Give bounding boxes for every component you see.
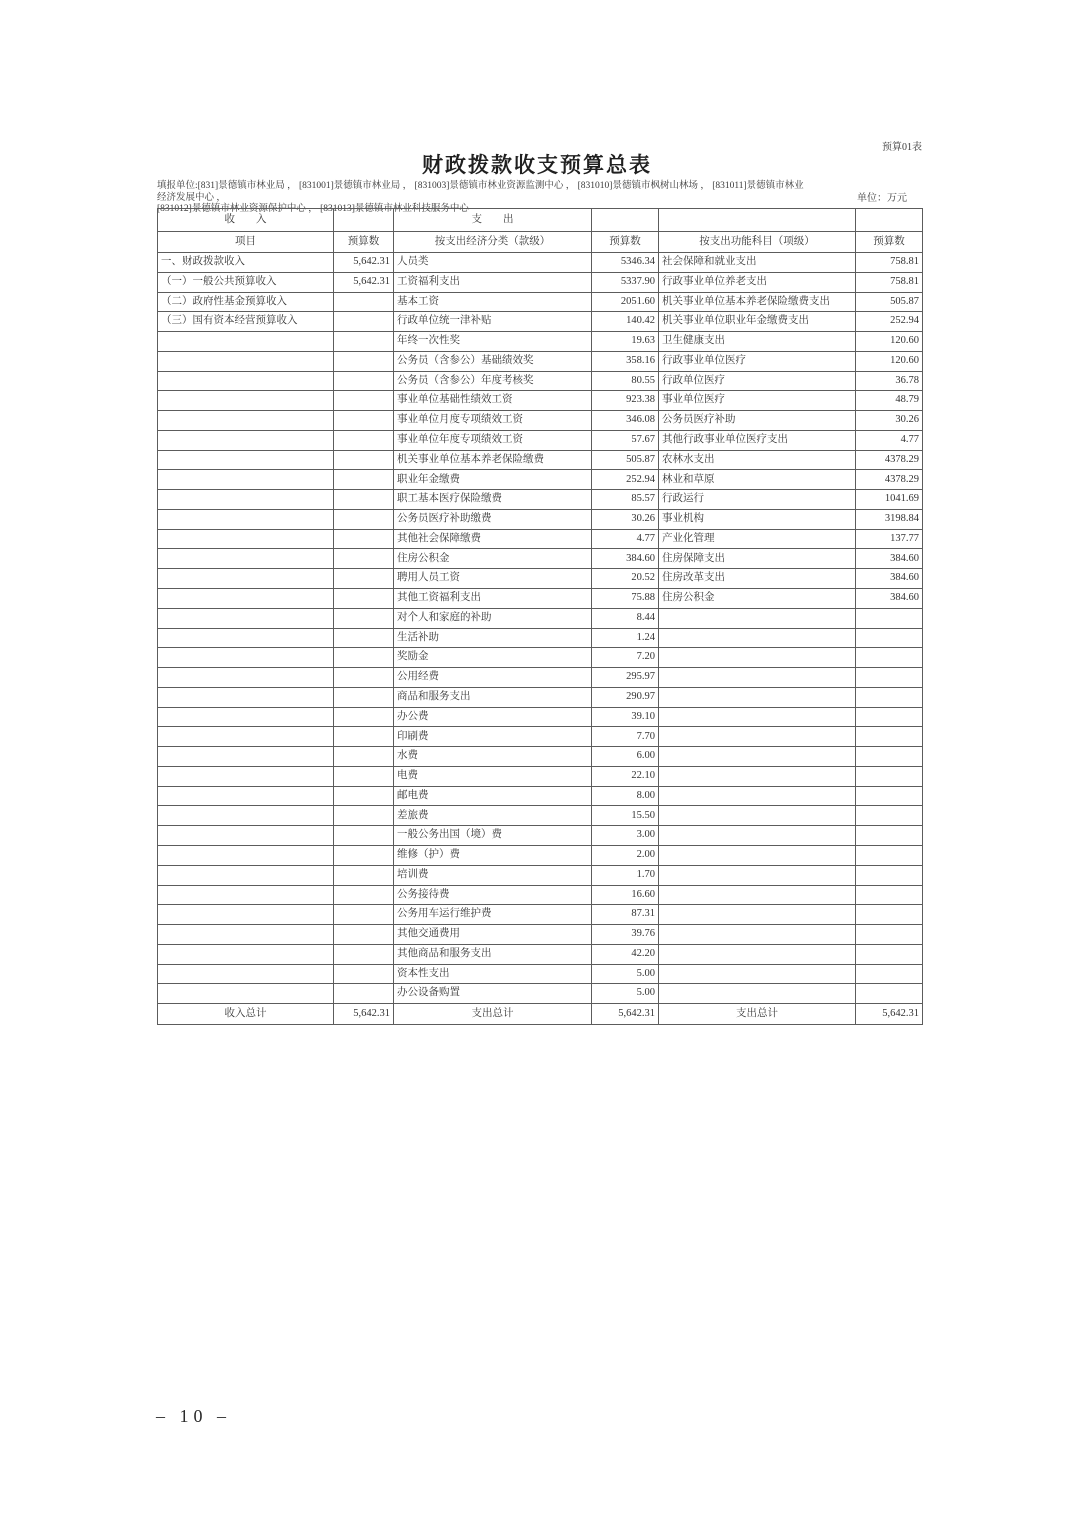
income-item-value <box>334 747 394 767</box>
functional-item-label: 住房改革支出 <box>659 569 856 589</box>
economic-item-value: 358.16 <box>592 351 659 371</box>
economic-item-value: 39.76 <box>592 925 659 945</box>
economic-item-label: 公务员（含参公）年度考核奖 <box>394 371 592 391</box>
income-item-label <box>158 569 334 589</box>
functional-item-value <box>856 826 923 846</box>
functional-item-label <box>659 944 856 964</box>
functional-item-value: 1041.69 <box>856 490 923 510</box>
functional-item-label: 住房公积金 <box>659 589 856 609</box>
table-row <box>158 391 923 411</box>
functional-item-value <box>856 707 923 727</box>
table-row <box>158 885 923 905</box>
income-item-value <box>334 292 394 312</box>
income-item-label <box>158 351 334 371</box>
income-total-value: 5,642.31 <box>334 1004 394 1025</box>
functional-item-value: 384.60 <box>856 589 923 609</box>
functional-item-label <box>659 885 856 905</box>
economic-item-value: 140.42 <box>592 312 659 332</box>
income-item-label <box>158 964 334 984</box>
functional-item-value <box>856 628 923 648</box>
economic-item-value: 30.26 <box>592 509 659 529</box>
functional-item-value <box>856 905 923 925</box>
functional-item-label: 行政运行 <box>659 490 856 510</box>
income-item-label <box>158 984 334 1004</box>
economic-item-value: 7.20 <box>592 648 659 668</box>
economic-item-label: 奖励金 <box>394 648 592 668</box>
functional-item-value: 758.81 <box>856 272 923 292</box>
income-item-value <box>334 885 394 905</box>
economic-item-label: 其他社会保障缴费 <box>394 529 592 549</box>
functional-item-value: 120.60 <box>856 351 923 371</box>
economic-item-value: 6.00 <box>592 747 659 767</box>
functional-item-value: 120.60 <box>856 332 923 352</box>
table-row <box>158 747 923 767</box>
table-row <box>158 450 923 470</box>
income-item-label <box>158 687 334 707</box>
economic-item-value: 85.57 <box>592 490 659 510</box>
functional-total-label: 支出总计 <box>659 1004 856 1025</box>
functional-item-value: 36.78 <box>856 371 923 391</box>
functional-item-value <box>856 766 923 786</box>
economic-item-label: 人员类 <box>394 253 592 273</box>
economic-item-value: 1.24 <box>592 628 659 648</box>
functional-item-label <box>659 727 856 747</box>
functional-item-label: 林业和草原 <box>659 470 856 490</box>
functional-item-label <box>659 806 856 826</box>
economic-item-value: 384.60 <box>592 549 659 569</box>
functional-item-value <box>856 845 923 865</box>
functional-item-label <box>659 964 856 984</box>
economic-item-value: 75.88 <box>592 589 659 609</box>
income-item-value <box>334 490 394 510</box>
table-row <box>158 253 923 273</box>
functional-item-value: 3198.84 <box>856 509 923 529</box>
economic-item-label: 商品和服务支出 <box>394 687 592 707</box>
economic-item-label: 对个人和家庭的补助 <box>394 608 592 628</box>
economic-item-value: 15.50 <box>592 806 659 826</box>
economic-item-value: 22.10 <box>592 766 659 786</box>
functional-item-value <box>856 806 923 826</box>
income-item-label <box>158 529 334 549</box>
economic-item-value: 346.08 <box>592 411 659 431</box>
economic-item-label: 机关事业单位基本养老保险缴费 <box>394 450 592 470</box>
income-item-label <box>158 727 334 747</box>
economic-item-value: 19.63 <box>592 332 659 352</box>
budget-table-head <box>158 209 923 253</box>
functional-item-value: 4378.29 <box>856 470 923 490</box>
income-item-value <box>334 905 394 925</box>
economic-item-label: 公务员医疗补助缴费 <box>394 509 592 529</box>
table-row <box>158 430 923 450</box>
income-item-label: 一、财政拨款收入 <box>158 253 334 273</box>
functional-item-label: 社会保障和就业支出 <box>659 253 856 273</box>
functional-total-value: 5,642.31 <box>856 1004 923 1025</box>
income-item-label: （三）国有资本经营预算收入 <box>158 312 334 332</box>
income-item-value <box>334 865 394 885</box>
income-item-label <box>158 826 334 846</box>
income-item-label <box>158 450 334 470</box>
economic-item-label: 聘用人员工资 <box>394 569 592 589</box>
table-row <box>158 509 923 529</box>
functional-item-value: 252.94 <box>856 312 923 332</box>
functional-item-value <box>856 925 923 945</box>
table-row <box>158 925 923 945</box>
income-item-label <box>158 707 334 727</box>
table-row <box>158 628 923 648</box>
table-row <box>158 490 923 510</box>
economic-item-value: 42.20 <box>592 944 659 964</box>
table-row <box>158 944 923 964</box>
functional-item-label <box>659 786 856 806</box>
functional-item-value <box>856 668 923 688</box>
income-item-label <box>158 371 334 391</box>
table-row <box>158 865 923 885</box>
economic-item-label: 水费 <box>394 747 592 767</box>
table-row <box>158 292 923 312</box>
functional-item-value: 384.60 <box>856 569 923 589</box>
economic-item-value: 80.55 <box>592 371 659 391</box>
functional-item-value: 48.79 <box>856 391 923 411</box>
functional-item-label: 行政单位医疗 <box>659 371 856 391</box>
table-row <box>158 411 923 431</box>
income-item-label <box>158 885 334 905</box>
income-item-label <box>158 589 334 609</box>
income-item-value <box>334 450 394 470</box>
income-item-value <box>334 569 394 589</box>
functional-item-label: 卫生健康支出 <box>659 332 856 352</box>
functional-item-value <box>856 648 923 668</box>
economic-item-value: 505.87 <box>592 450 659 470</box>
economic-item-label: 生活补助 <box>394 628 592 648</box>
economic-item-label: 办公设备购置 <box>394 984 592 1004</box>
unit-label: 单位：万元 <box>857 193 907 204</box>
budget-table <box>157 208 923 1025</box>
income-total-label: 收入总计 <box>158 1004 334 1025</box>
functional-item-label: 产业化管理 <box>659 529 856 549</box>
functional-item-label: 农林水支出 <box>659 450 856 470</box>
budget-table-body <box>158 253 923 1004</box>
table-row <box>158 905 923 925</box>
income-item-value <box>334 589 394 609</box>
income-item-label <box>158 944 334 964</box>
income-item-label <box>158 470 334 490</box>
functional-item-label: 行政事业单位医疗 <box>659 351 856 371</box>
column-header-budget-3: 预算数 <box>856 232 923 253</box>
economic-item-label: 邮电费 <box>394 786 592 806</box>
economic-item-label: 事业单位月度专项绩效工资 <box>394 411 592 431</box>
income-item-value <box>334 549 394 569</box>
budget-table-foot <box>158 1004 923 1025</box>
economic-item-label: 公用经费 <box>394 668 592 688</box>
expenditure-group-spacer-1 <box>592 209 659 232</box>
income-item-label <box>158 490 334 510</box>
income-item-value <box>334 727 394 747</box>
functional-item-value <box>856 865 923 885</box>
table-row <box>158 608 923 628</box>
column-header-economic: 按支出经济分类（款级） <box>394 232 592 253</box>
economic-item-label: 一般公务出国（境）费 <box>394 826 592 846</box>
economic-item-label: 公务接待费 <box>394 885 592 905</box>
functional-item-value <box>856 608 923 628</box>
income-item-label <box>158 608 334 628</box>
table-row <box>158 332 923 352</box>
functional-item-value <box>856 747 923 767</box>
economic-item-label: 印刷费 <box>394 727 592 747</box>
expenditure-group-header: 支 出 <box>394 209 592 232</box>
economic-item-label: 基本工资 <box>394 292 592 312</box>
functional-item-label <box>659 826 856 846</box>
functional-item-value <box>856 786 923 806</box>
economic-item-value: 2.00 <box>592 845 659 865</box>
table-row <box>158 529 923 549</box>
functional-item-value: 30.26 <box>856 411 923 431</box>
functional-item-value <box>856 984 923 1004</box>
economic-item-value: 5.00 <box>592 984 659 1004</box>
economic-item-value: 5337.90 <box>592 272 659 292</box>
table-row <box>158 569 923 589</box>
column-header-item: 项目 <box>158 232 334 253</box>
economic-item-label: 职工基本医疗保险缴费 <box>394 490 592 510</box>
income-item-value <box>334 391 394 411</box>
economic-item-label: 年终一次性奖 <box>394 332 592 352</box>
page-title: 财政拨款收支预算总表 <box>422 154 652 177</box>
functional-item-label <box>659 905 856 925</box>
functional-item-label: 行政事业单位养老支出 <box>659 272 856 292</box>
income-item-label: （一）一般公共预算收入 <box>158 272 334 292</box>
economic-item-label: 其他商品和服务支出 <box>394 944 592 964</box>
income-item-value <box>334 648 394 668</box>
economic-item-value: 3.00 <box>592 826 659 846</box>
economic-item-label: 其他交通费用 <box>394 925 592 945</box>
economic-item-value: 87.31 <box>592 905 659 925</box>
income-item-value <box>334 786 394 806</box>
economic-item-value: 16.60 <box>592 885 659 905</box>
economic-item-value: 290.97 <box>592 687 659 707</box>
functional-item-label <box>659 865 856 885</box>
economic-item-value: 252.94 <box>592 470 659 490</box>
economic-item-value: 57.67 <box>592 430 659 450</box>
table-row <box>158 351 923 371</box>
functional-item-value <box>856 727 923 747</box>
economic-item-value: 7.70 <box>592 727 659 747</box>
income-item-value <box>334 925 394 945</box>
economic-item-label: 公务员（含参公）基础绩效奖 <box>394 351 592 371</box>
economic-item-label: 事业单位年度专项绩效工资 <box>394 430 592 450</box>
income-item-value <box>334 687 394 707</box>
economic-item-value: 39.10 <box>592 707 659 727</box>
income-item-label <box>158 391 334 411</box>
economic-item-label: 职业年金缴费 <box>394 470 592 490</box>
functional-item-value <box>856 944 923 964</box>
table-row <box>158 371 923 391</box>
economic-item-label: 培训费 <box>394 865 592 885</box>
functional-item-label <box>659 747 856 767</box>
table-row <box>158 589 923 609</box>
economic-item-value: 923.38 <box>592 391 659 411</box>
functional-item-label <box>659 687 856 707</box>
income-item-value <box>334 806 394 826</box>
income-item-value <box>334 332 394 352</box>
column-header-budget-1: 预算数 <box>334 232 394 253</box>
economic-item-value: 8.44 <box>592 608 659 628</box>
income-item-value <box>334 430 394 450</box>
page-number: – 10 – <box>156 1406 231 1426</box>
income-item-label <box>158 648 334 668</box>
functional-item-label <box>659 766 856 786</box>
table-row <box>158 687 923 707</box>
expenditure-group-spacer-2 <box>659 209 856 232</box>
functional-item-label <box>659 648 856 668</box>
income-item-label <box>158 549 334 569</box>
economic-item-label: 电费 <box>394 766 592 786</box>
income-item-value <box>334 944 394 964</box>
economic-item-value: 2051.60 <box>592 292 659 312</box>
income-item-value <box>334 707 394 727</box>
income-item-value: 5,642.31 <box>334 253 394 273</box>
group-header-row <box>158 209 923 232</box>
reporting-unit-line2: [831012]景德镇市林业资源保护中心 ， [831013]景德镇市林业科技服务中心 <box>157 204 469 214</box>
functional-item-label <box>659 668 856 688</box>
economic-item-label: 行政单位统一津补贴 <box>394 312 592 332</box>
table-row <box>158 707 923 727</box>
functional-item-label <box>659 628 856 648</box>
economic-item-label: 工资福利支出 <box>394 272 592 292</box>
economic-item-value: 20.52 <box>592 569 659 589</box>
income-item-label: （二）政府性基金预算收入 <box>158 292 334 312</box>
economic-item-value: 1.70 <box>592 865 659 885</box>
income-item-label <box>158 411 334 431</box>
economic-item-label: 住房公积金 <box>394 549 592 569</box>
income-item-value <box>334 411 394 431</box>
expenditure-group-spacer-3 <box>856 209 923 232</box>
table-row <box>158 845 923 865</box>
economic-total-value: 5,642.31 <box>592 1004 659 1025</box>
table-row <box>158 470 923 490</box>
functional-item-label <box>659 707 856 727</box>
income-item-value <box>334 470 394 490</box>
income-item-label <box>158 509 334 529</box>
income-item-value <box>334 845 394 865</box>
income-item-label <box>158 766 334 786</box>
table-row <box>158 826 923 846</box>
column-header-row <box>158 232 923 253</box>
functional-item-label <box>659 845 856 865</box>
income-item-label <box>158 747 334 767</box>
income-item-label <box>158 806 334 826</box>
income-item-value <box>334 826 394 846</box>
functional-item-value: 758.81 <box>856 253 923 273</box>
table-row <box>158 549 923 569</box>
table-row <box>158 984 923 1004</box>
functional-item-label: 公务员医疗补助 <box>659 411 856 431</box>
economic-item-label: 资本性支出 <box>394 964 592 984</box>
functional-item-value: 384.60 <box>856 549 923 569</box>
reporting-unit-line1: 填报单位:[831]景德镇市林业局 ， [831001]景德镇市林业局 ， [831003]景德镇市林业资源监测中心 ， [831010]景德镇市枫树山林场 ， [831011]景德镇市林业经济发展中心 ， <box>157 181 804 203</box>
income-item-value <box>334 964 394 984</box>
economic-item-value: 5.00 <box>592 964 659 984</box>
income-group-header: 收 入 <box>158 209 334 232</box>
functional-item-label: 事业单位医疗 <box>659 391 856 411</box>
table-row <box>158 806 923 826</box>
income-item-value <box>334 529 394 549</box>
income-item-label <box>158 668 334 688</box>
functional-item-value <box>856 687 923 707</box>
income-item-value <box>334 628 394 648</box>
table-row <box>158 786 923 806</box>
income-item-label <box>158 905 334 925</box>
economic-item-label: 事业单位基础性绩效工资 <box>394 391 592 411</box>
functional-item-value: 4.77 <box>856 430 923 450</box>
economic-item-label: 公务用车运行维护费 <box>394 905 592 925</box>
income-item-label <box>158 845 334 865</box>
income-item-value <box>334 371 394 391</box>
income-item-value: 5,642.31 <box>334 272 394 292</box>
table-row <box>158 648 923 668</box>
economic-item-value: 4.77 <box>592 529 659 549</box>
functional-item-label: 其他行政事业单位医疗支出 <box>659 430 856 450</box>
functional-item-label: 住房保障支出 <box>659 549 856 569</box>
table-row <box>158 312 923 332</box>
economic-item-value: 8.00 <box>592 786 659 806</box>
income-item-label <box>158 925 334 945</box>
column-header-budget-2: 预算数 <box>592 232 659 253</box>
economic-item-label: 办公费 <box>394 707 592 727</box>
economic-item-label: 其他工资福利支出 <box>394 589 592 609</box>
income-item-value <box>334 312 394 332</box>
economic-item-value: 5346.34 <box>592 253 659 273</box>
table-row <box>158 272 923 292</box>
functional-item-value <box>856 885 923 905</box>
functional-item-value: 4378.29 <box>856 450 923 470</box>
functional-item-label: 机关事业单位基本养老保险缴费支出 <box>659 292 856 312</box>
income-item-value <box>334 984 394 1004</box>
income-item-label <box>158 332 334 352</box>
table-row <box>158 766 923 786</box>
income-item-value <box>334 668 394 688</box>
total-row <box>158 1004 923 1025</box>
economic-item-value: 295.97 <box>592 668 659 688</box>
income-item-value <box>334 766 394 786</box>
income-item-label <box>158 628 334 648</box>
economic-item-label: 差旅费 <box>394 806 592 826</box>
column-header-functional: 按支出功能科目（项级） <box>659 232 856 253</box>
sheet-label: 预算01表 <box>882 142 922 153</box>
functional-item-value: 505.87 <box>856 292 923 312</box>
table-row <box>158 964 923 984</box>
income-item-value <box>334 608 394 628</box>
functional-item-label: 机关事业单位职业年金缴费支出 <box>659 312 856 332</box>
functional-item-value <box>856 964 923 984</box>
functional-item-value: 137.77 <box>856 529 923 549</box>
functional-item-label <box>659 925 856 945</box>
table-row <box>158 668 923 688</box>
income-group-spacer <box>334 209 394 232</box>
functional-item-label <box>659 984 856 1004</box>
functional-item-label: 事业机构 <box>659 509 856 529</box>
income-item-label <box>158 865 334 885</box>
income-item-label <box>158 786 334 806</box>
income-item-value <box>334 351 394 371</box>
income-item-label <box>158 430 334 450</box>
functional-item-label <box>659 608 856 628</box>
economic-item-label: 维修（护）费 <box>394 845 592 865</box>
income-item-value <box>334 509 394 529</box>
table-row <box>158 727 923 747</box>
economic-total-label: 支出总计 <box>394 1004 592 1025</box>
